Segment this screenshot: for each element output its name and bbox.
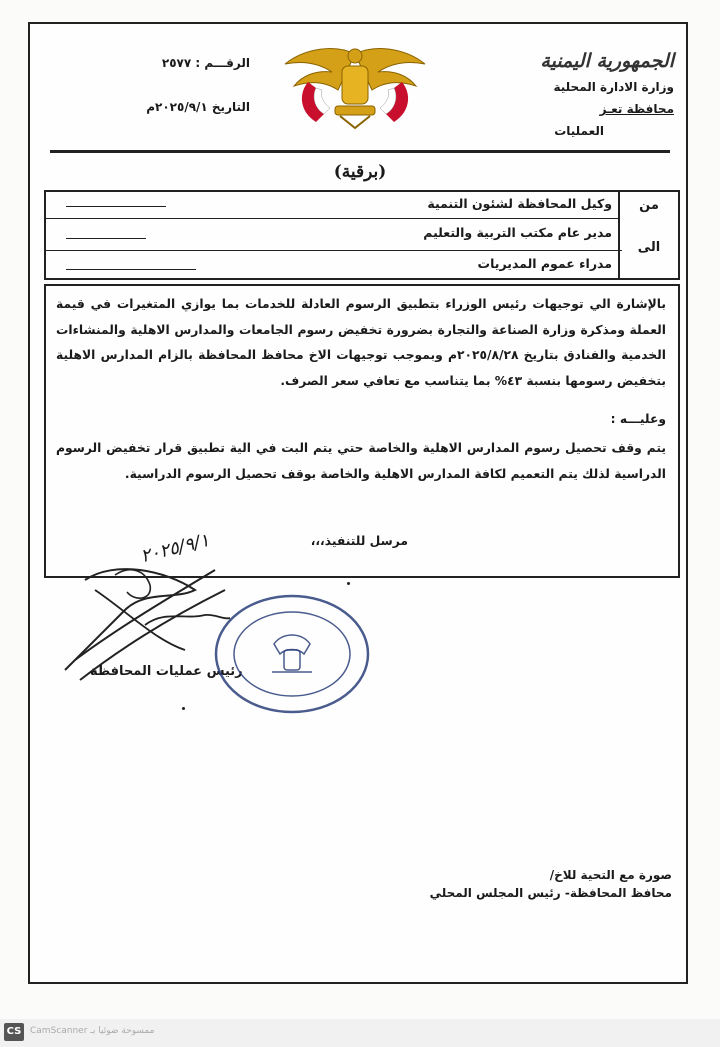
table-divider (46, 218, 622, 219)
ministry-name: وزارة الادارة المحلية (553, 80, 674, 94)
decision-paragraph: يتم وقف تحصيل رسوم المدارس الاهلية والخاصة حتي يتم البت في الية تطبيق قرار تخفيض الرسوم الدراسية لذلك يتم التعميم لكافة المدارس الاهلية والخاصة بوقف تحصيل الرسوم الدراسية. (56, 441, 666, 481)
official-stamp (212, 592, 372, 717)
therefore-label: وعليـــه : (610, 412, 666, 426)
governorate-name: محافظة تعـز (599, 102, 674, 116)
letterhead-right (474, 50, 674, 138)
to-value-education: مدير عام مكتب التربية والتعليم (423, 225, 612, 240)
signature-date: ٢٠٢٥/٩/١ (138, 529, 212, 568)
camscanner-logo-icon: CS (4, 1023, 24, 1041)
blank-line (66, 206, 166, 207)
yemen-emblem-icon (280, 42, 430, 132)
document-date: التاريخ ٢٠٢٥/٩/١م (146, 100, 250, 114)
from-label: من (639, 198, 659, 213)
copy-recipients: محافظ المحافظة- رئيس المجلس المحلي (429, 886, 672, 900)
copy-to-section (430, 866, 672, 902)
copy-line: صورة مع التحية للاخ/ (549, 868, 672, 882)
letterhead-left (110, 56, 250, 144)
closing-line: مرسل للتنفيذ،،، (310, 534, 408, 548)
header-divider (50, 150, 670, 153)
scanner-watermark-bar (0, 1019, 720, 1047)
department-name: العمليات (554, 124, 604, 138)
blank-line (66, 238, 146, 239)
blank-line (66, 269, 196, 270)
to-label: الى (637, 240, 661, 255)
scanner-text: CamScanner ممسوحة ضوئيا بـ (30, 1026, 155, 1036)
table-divider (46, 250, 622, 251)
signatory-title: رئيس عمليات المحافظة (90, 664, 243, 679)
from-value: وكيل المحافظة لشئون التنمية (427, 196, 612, 211)
to-value-directorates: مدراء عموم المديريات (477, 256, 612, 271)
reference-number: الرقـــم : ٢٥٧٧ (161, 56, 250, 70)
body-paragraph: بالإشارة الي توجيهات رئيس الوزراء بتطبيق الرسوم العادلة للخدمات بما يوازي المتغيرات في قيمة العملة ومذكرة وزارة الصناعة والتجارة بضرورة تخفيض رسوم الجامعات والمدارس الاهلية والمنشاءات الخدمية والفنادق بتاريخ ٢٠٢٥/٨/٢٨م وبموجب توجيهات الاخ محافظ المحافظة بالزام المدارس الاهلية بتخفيض رسومها بنسبة ٤٣% بما يتناسب مع تعافي سعر الصرف. (56, 297, 666, 388)
document-type: (برقية) (333, 162, 387, 182)
addressing-table (44, 190, 680, 280)
republic-title: الجمهورية اليمنية (540, 50, 674, 72)
mark (347, 582, 350, 585)
